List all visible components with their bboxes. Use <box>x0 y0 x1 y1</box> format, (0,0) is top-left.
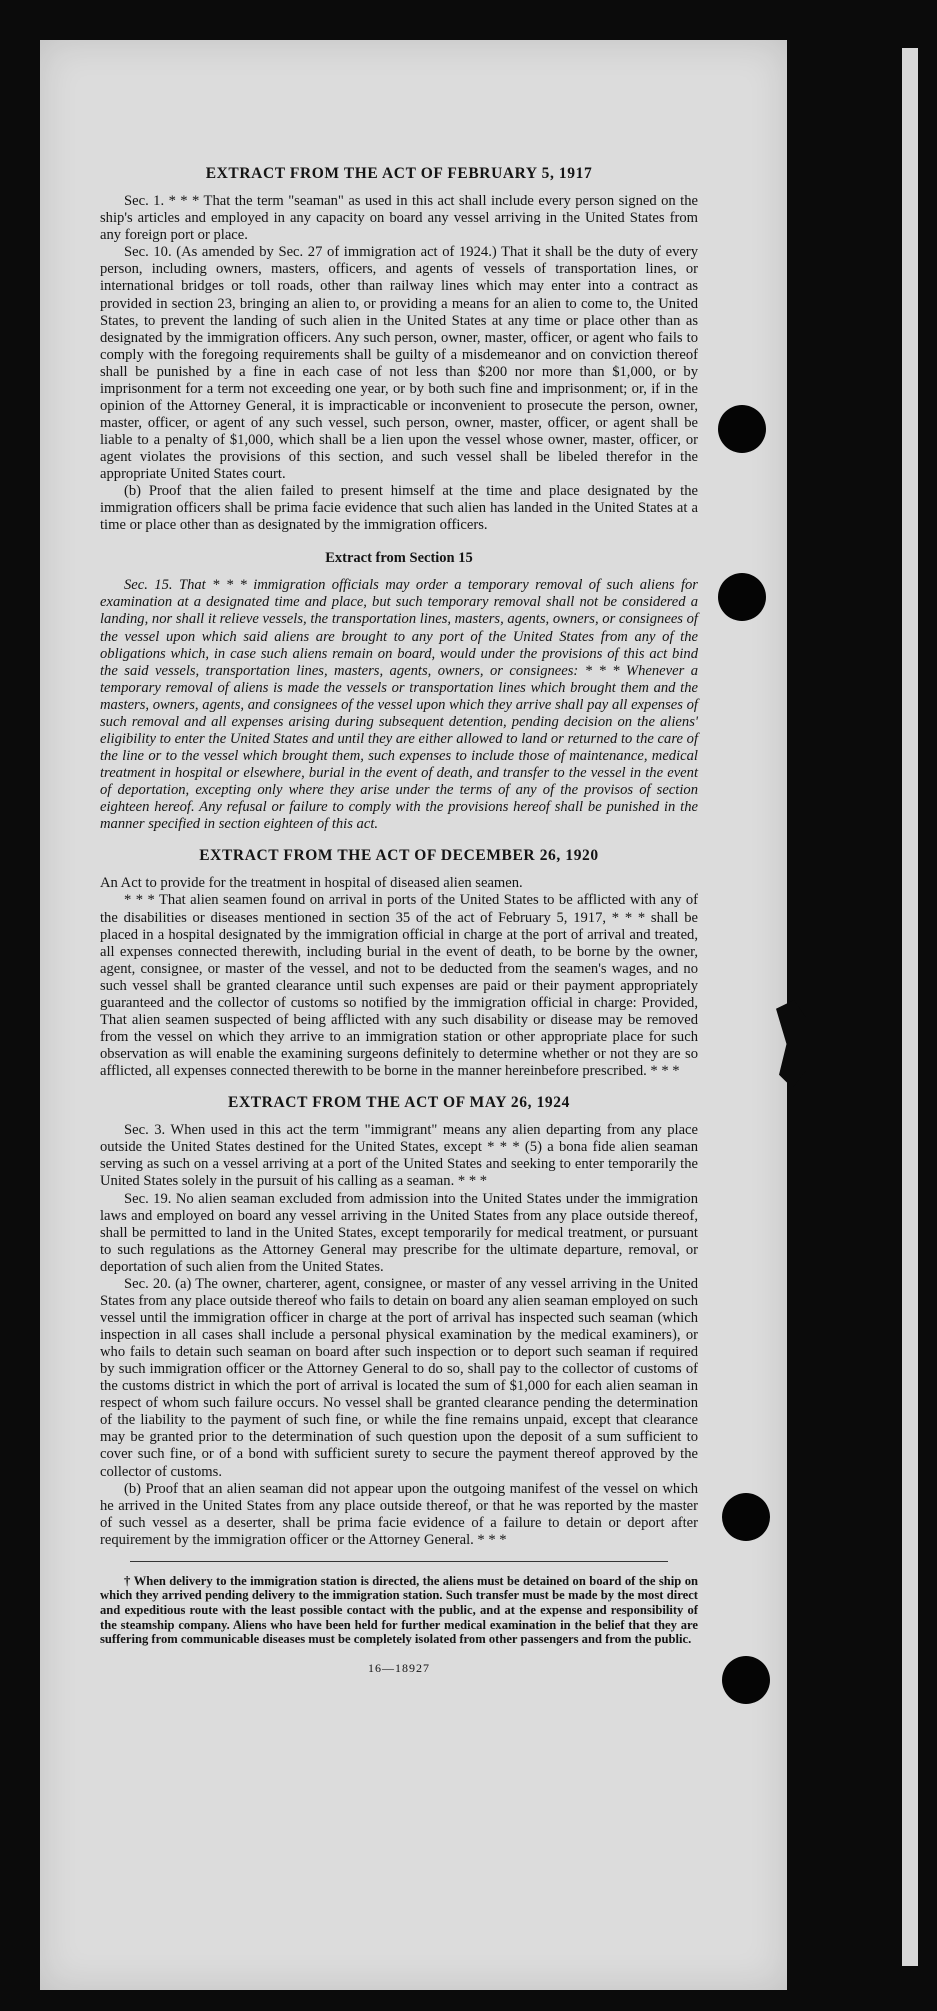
paragraph-sec-15: Sec. 15. That * * * immigration officials may order a temporary removal of such aliens for examination at a designated time and place, but such temporary removal shall not be considered a landing, nor shall it relieve vessels, the transportation lines, masters, agents, owners, or consignees of the vessel upon which said aliens are brought to any port of the United States from any of the obligations which, in case such aliens remain on board, would under the provisions of this act bind the said vessels, transportation lines, masters, agents, owners, or consignees: * * * Whenever a temporary removal of aliens is made the vessels or transportation lines which brought them and the masters, owners, agents, and consignees of the vessel upon which they arrive shall pay all expenses of such removal and all expenses arising during subsequent detention, pending decision on the aliens' eligibility to enter the United States and until they are either allowed to land or returned to the care of the line or to the vessel which brought them, such expenses to include those of maintenance, medical treatment in hospital or elsewhere, burial in the event of death, and transfer to the vessel in the event of deportation, excepting only where they arise under the terms of any of the provisos of section eighteen hereof. Any refusal or failure to comply with the provisions hereof shall be punished in the manner specified in section eighteen of this act. <box>100 577 698 833</box>
paragraph-sec-19: Sec. 19. No alien seaman excluded from admission into the United States under the immigration laws and employed on board any vessel arriving in the United States from any place outside thereof, shall be permitted to land in the United States, except temporarily for medical treatment, or pursuant to such regulations as the Attorney General may prescribe for the ultimate departure, removal, or deportation of such alien from the United States. <box>100 1190 698 1275</box>
paragraph-sec-3: Sec. 3. When used in this act the term "immigrant" means any alien departing from any place outside the United States destined for the United States, except * * * (5) a bona fide alien seaman serving as such on a vessel arriving at a port of the United States and seeking to enter temporarily the United States solely in the pursuit of his calling as a seaman. * * * <box>100 1122 698 1190</box>
heading-act-1917: EXTRACT FROM THE ACT OF FEBRUARY 5, 1917 <box>205 165 593 182</box>
heading-act-1924: EXTRACT FROM THE ACT OF MAY 26, 1924 <box>228 1094 570 1112</box>
adjacent-page-strip <box>902 48 918 1966</box>
document-content <box>100 165 698 1675</box>
heading-act-1920: EXTRACT FROM THE ACT OF DECEMBER 26, 1920 <box>199 847 599 865</box>
paragraph-1920-body: * * * That alien seamen found on arrival in ports of the United States to be afflicted with any of the disabilities or diseases mentioned in section 35 of the act of February 5, 1917, * * * shall be placed in a hospital designated by the immigration official in charge at the port of arrival and treated, all expenses connected therewith, including burial in the event of death, to be borne by the owner, agent, consignee, or master of the vessel, and not to be deducted from the seamen's wages, and no such vessel shall be granted clearance until such expenses are paid or their payment appropriately guaranteed and the collector of customs so notified by the immigration official in charge: Provided, That alien seamen suspected of being afflicted with any such disability or disease may be removed from the vessel on which they arrive to an immigration station or other appropriate place for such observation as will enable the examining surgeons definitely to determine whether or not they are so afflicted, all expenses connected therewith to be borne in the manner hereinbefore prescribed. * * * <box>100 892 698 1080</box>
punch-hole <box>722 1656 770 1704</box>
paragraph-sec-20: Sec. 20. (a) The owner, charterer, agent, consignee, or master of any vessel arriving in the United States from any place outside thereof who fails to detain on board any alien seaman employed on such vessel until the immigration officer in charge at the port of arrival has inspected such seaman (which inspection in all cases shall include a personal physical examination by the medical examiners), or who fails to detain such seaman on board after such inspection or to deport such seaman if required by such immigration officer or the Attorney General to do so, shall pay to the collector of customs of the customs district in which the port of arrival is located the sum of $1,000 for each alien seaman in respect of whom such failure occurs. No vessel shall be granted clearance pending the determination of the liability to the payment of such fine, or while the fine remains unpaid, except that clearance may be granted prior to the determination of such question upon the deposit of a sum sufficient to cover such fine, or of a bond with sufficient surety to secure the payment thereof approved by the collector of customs. <box>100 1275 698 1480</box>
paragraph-proof-b-seaman: (b) Proof that an alien seaman did not appear upon the outgoing manifest of the vessel on which he arrived in the United States from any place outside thereof, or that he was reported by the master of such vessel as a deserter, shall be prima facie evidence of a failure to detain or deport after requirement by the immigration officer or the Attorney General. * * * <box>100 1480 698 1548</box>
paragraph-1920-title: An Act to provide for the treatment in hospital of diseased alien seamen. <box>100 875 523 892</box>
subheading-section-15: Extract from Section 15 <box>325 550 473 567</box>
footer-code: 16—18927 <box>368 1660 430 1675</box>
divider <box>130 1561 668 1562</box>
punch-hole <box>722 1493 770 1541</box>
punch-hole <box>718 573 766 621</box>
paragraph-proof-b: (b) Proof that the alien failed to present himself at the time and place designated by the immigration officers shall be prima facie evidence that such alien has landed in the United States at a time or place other than as designated by the immigration officers. <box>100 483 698 534</box>
footnote: † When delivery to the immigration station is directed, the aliens must be detained on board of the ship on which they arrived pending delivery to the immigration station. Such transfer must be made by the most direct and expeditious route with the least possible contact with the public, and at the expense and responsibility of the steamship company. Aliens who have been held for further medical examination in the belief that they are suffering from communicable diseases must be completely isolated from other passengers and from the public. <box>100 1573 698 1647</box>
punch-hole <box>718 405 766 453</box>
paragraph-sec-1: Sec. 1. * * * That the term "seaman" as used in this act shall include every person signed on the ship's articles and employed in any capacity on board any vessel arriving in the United States from any foreign port or place. <box>100 193 698 244</box>
paragraph-sec-10: Sec. 10. (As amended by Sec. 27 of immigration act of 1924.) That it shall be the duty of every person, including owners, masters, officers, and agents of vessels of transportation lines, or international bridges or toll roads, other than railway lines which may enter into a contract as provided in section 23, bringing an alien to, or providing a means for an alien to come to, the United States, to prevent the landing of such alien in the United States at any time or place other than as designated by the immigration officers. Any such person, owner, master, officer, or agent who fails to comply with the foregoing requirements shall be guilty of a misdemeanor and on conviction thereof shall be punished by a fine in each case of not less than $200 nor more than $1,000, or by imprisonment for a term not exceeding one year, or by both such fine and imprisonment; or, if in the opinion of the Attorney General, it is impracticable or inconvenient to prosecute the person, owner, master, officer, or agent of any such vessel, such person, owner, master, officer, or agent shall be liable to a penalty of $1,000, which shall be a lien upon the vessel whose owner, master, officer, or agent violates the provisions of this section, and such vessel shall be libeled therefor in the appropriate United States court. <box>100 244 698 483</box>
